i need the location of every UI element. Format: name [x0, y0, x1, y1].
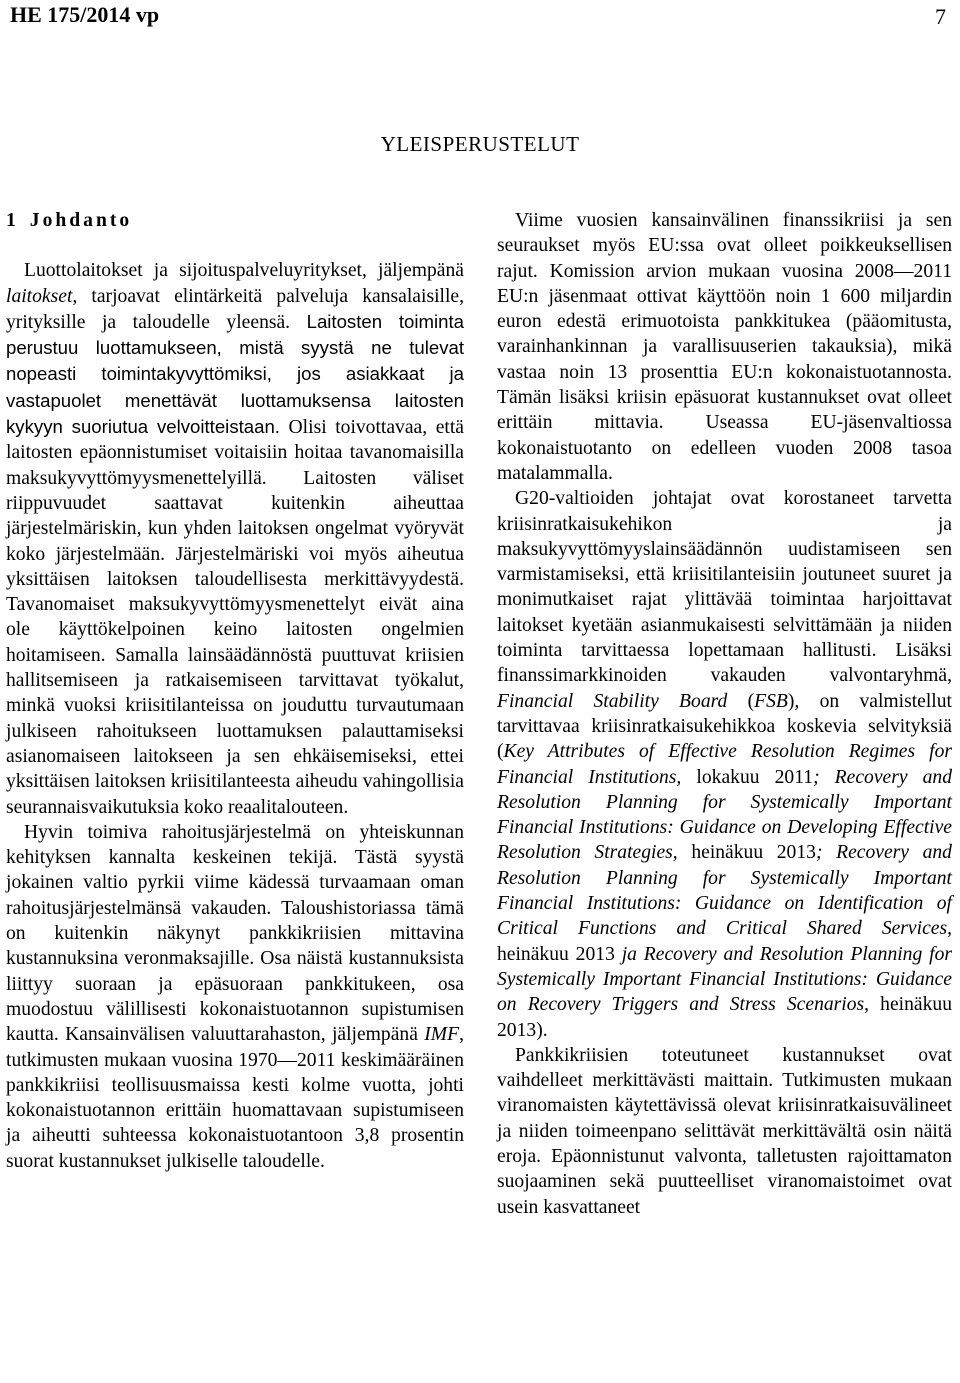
paragraph: Hyvin toimiva rahoitusjärjestelmä on yhteiskunnan kehityksen kannalta keskeinen tekijä. Tästä syystä jokainen valtio pyrkii viime kädessä turvaamaan oman rahoitusjärjestelmänsä vakauden. Taloushistoriassa tämä on kuitenkin näkynyt pankkikriisien mittavina kustannuksina veronmaksajille. Osa näistä kustannuksista liittyy suoraan ja epäsuoraan pankkitukeen, osa muodostuu välillisesti kokonaistuotannon supistumisen kautta. Kansainvälisen valuuttarahaston, jäljempänä IMF, tutkimusten mukaan vuosina 1970—2011 keskimääräinen pankkikriisi teollisuusmaissa kesti kolme vuotta, johti kokonaistuotannon erittäin huomattavaan supistumiseen ja aiheutti suhteessa kokonaistuotantoon 3,8 prosentin suorat kustannukset julkiselle taloudelle. — [6, 821, 464, 1172]
paragraph: G20-valtioiden johtajat ovat korostaneet tarvetta kriisinratkaisukehikon ja maksukyvyttömyyslainsäädännön uudistamiseen sen varmistamiseksi, että kriisitilanteisiin joutuneet suuret ja monimutkaiset rajat ylittävää toimintaa harjoittavat laitokset kyetään asianmukaisesti selvittämään ja niiden toiminta tarvittaessa lopettamaan hallitusti. Lisäksi finanssimarkkinoiden vakauden valvontaryhmä, Financial Stability Board (FSB), on valmistellut tarvittavaa kriisinratkaisukehikkoa koskevia selvityksiä (Key Attributes of Effective Resolution Regimes for Financial Institutions, lokakuu 2011; Recovery and Resolution Planning for Systemically Important Financial Institutions: Guidance on Developing Effective Resolution Strategies, heinäkuu 2013; Recovery and Resolution Planning for Systemically Important Financial Institutions: Guidance on Identification of Critical Functions and Critical Shared Services, heinäkuu 2013 ja Recovery and Resolution Planning for Systemically Important Financial Institutions: Guidance on Recovery Triggers and Stress Scenarios, heinäkuu 2013). — [497, 488, 953, 1041]
right-column — [497, 208, 952, 1220]
document-id: HE 175/2014 vp — [10, 2, 160, 27]
left-column — [6, 208, 464, 1174]
page-title: YLEISPERUSTELUT — [380, 132, 580, 156]
page-number: 7 — [935, 4, 946, 29]
defined-term: IMF — [424, 1024, 460, 1046]
paragraph: Pankkikriisien toteutuneet kustannukset ovat vaihdelleet merkittävästi maittain. Tutkimusten mukaan viranomaisten käytettävissä olevat kriisinratkaisuvälineet ja niiden toimeenpano selittävät merkittävältä osin näitä eroja. Epäonnistunut valvonta, talletusten rajoittamaton suojaaminen sekä puutteelliset viranomaistoimet ovat usein kasvattaneet — [497, 1044, 952, 1218]
section-heading — [6, 208, 464, 233]
section-title: Johdanto — [29, 210, 133, 231]
paragraph: Luottolaitokset ja sijoituspalveluyritykset, jäljempänä laitokset, tarjoavat elintärkeitä palveluja kansalaisille, yrityksille ja taloudelle yleensä. Laitosten toiminta perustuu luottamukseen, mistä syystä ne tulevat nopeasti toimintakyvyttömiksi, jos asiakkaat ja vastapuolet menettävät luottamuksensa laitosten kykyyn suoriutua velvoitteistaan. Olisi toivottavaa, että laitosten epäonnistumiset voitaisiin hoitaa tavanomaisilla maksukyvyttömyysmenettelyillä. Laitosten väliset riippuvuudet saattavat kuitenkin aiheuttaa järjestelmäriskin, kun yhden laitoksen ongelmat vyöryvät koko järjestelmään. Järjestelmäriski voi myös aiheutua yksittäisen laitoksen taloudellisesta merkittävyydestä. Tavanomaiset maksukyvyttömyysmenettelyt eivät aina ole käyttökelpoinen keino laitosten ongelmien hoitamiseen. Samalla lainsäädännöstä puuttuvat kriisien hallitsemiseen ja ratkaisemiseen tarvittavat työkalut, minkä vuoksi kriisitilanteissa on jouduttu turvautumaan julkiseen rahoitukseen luottamuksen palauttamiseksi asianomaiseen laitokseen ja sen ehkäisemiseksi, ettei yksittäisen laitoksen kriisitilanteesta aiheudu vahingollisia seurannaisvaikutuksia koko reaalitalouteen. — [6, 260, 464, 818]
defined-term: laitokset — [6, 285, 73, 307]
paragraph: Viime vuosien kansainvälinen finanssikriisi ja sen seuraukset myös EU:ssa ovat olleet poikkeuksellisen rajut. Komission arvion mukaan vuosina 2008—2011 EU:n jäsenmaat ottivat käyttöön noin 1 600 miljardin euron edestä erimuotoista pankkitukea (pääomitusta, varainhankinnan ja varallisuuserien takauksia), mikä vastaa noin 13 prosenttia EU:n kokonaistuotannosta. Tämän lisäksi kriisin epäsuorat kustannukset ovat olleet erittäin mittavia. Useassa EU-jäsenvaltiossa kokonaistuotanto on edelleen vuoden 2008 tasoa matalammalla. — [497, 210, 952, 484]
section-number: 1 — [6, 210, 16, 231]
